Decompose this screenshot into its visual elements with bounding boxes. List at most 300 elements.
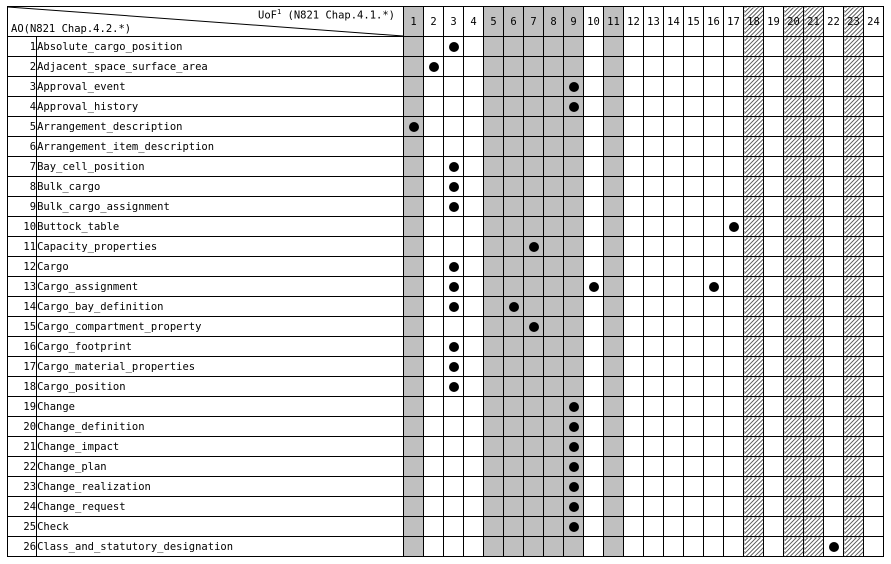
table-row xyxy=(8,357,884,377)
matrix-cell xyxy=(664,197,684,217)
row-ao-name: Cargo_assignment xyxy=(37,277,404,297)
dot-marker xyxy=(409,122,419,132)
column-header-9: 9 xyxy=(564,7,584,37)
matrix-cell xyxy=(804,537,824,557)
matrix-cell xyxy=(804,437,824,457)
matrix-cell xyxy=(664,397,684,417)
corner-header xyxy=(8,7,404,37)
matrix-cell xyxy=(724,297,744,317)
matrix-cell xyxy=(584,57,604,77)
matrix-cell xyxy=(584,217,604,237)
matrix-cell xyxy=(664,357,684,377)
matrix-cell xyxy=(664,177,684,197)
matrix-cell xyxy=(684,517,704,537)
row-ao-name: Change_plan xyxy=(37,457,404,477)
matrix-cell xyxy=(724,477,744,497)
matrix-cell xyxy=(824,357,844,377)
matrix-cell xyxy=(684,77,704,97)
matrix-cell xyxy=(504,477,524,497)
matrix-cell xyxy=(424,177,444,197)
matrix-cell xyxy=(764,57,784,77)
matrix-cell xyxy=(504,157,524,177)
matrix-cell xyxy=(864,317,884,337)
dot-marker xyxy=(449,302,459,312)
matrix-cell xyxy=(564,317,584,337)
matrix-cell xyxy=(564,237,584,257)
matrix-cell xyxy=(544,437,564,457)
matrix-cell xyxy=(704,417,724,437)
matrix-cell xyxy=(784,277,804,297)
matrix-cell xyxy=(824,477,844,497)
column-header-14: 14 xyxy=(664,7,684,37)
matrix-cell xyxy=(764,537,784,557)
matrix-cell xyxy=(784,397,804,417)
matrix-cell xyxy=(404,157,424,177)
matrix-cell xyxy=(804,377,824,397)
matrix-cell xyxy=(564,77,584,97)
matrix-cell xyxy=(464,117,484,137)
dot-marker xyxy=(569,402,579,412)
matrix-cell xyxy=(404,537,424,557)
row-ao-name: Arrangement_description xyxy=(37,117,404,137)
matrix-cell xyxy=(644,337,664,357)
matrix-cell xyxy=(684,477,704,497)
matrix-cell xyxy=(724,57,744,77)
matrix-cell xyxy=(484,37,504,57)
matrix-cell xyxy=(424,237,444,257)
matrix-cell xyxy=(584,297,604,317)
matrix-cell xyxy=(764,137,784,157)
matrix-cell xyxy=(784,337,804,357)
matrix-cell xyxy=(404,417,424,437)
matrix-cell xyxy=(604,57,624,77)
matrix-cell xyxy=(424,537,444,557)
matrix-cell xyxy=(744,397,764,417)
matrix-cell xyxy=(504,357,524,377)
matrix-cell xyxy=(844,197,864,217)
matrix-cell xyxy=(804,177,824,197)
matrix-cell xyxy=(484,77,504,97)
column-header-21: 21 xyxy=(804,7,824,37)
dot-marker xyxy=(449,262,459,272)
matrix-cell xyxy=(564,217,584,237)
matrix-cell xyxy=(864,437,884,457)
matrix-cell xyxy=(404,357,424,377)
matrix-cell xyxy=(444,357,464,377)
matrix-cell xyxy=(684,277,704,297)
matrix-cell xyxy=(644,277,664,297)
matrix-cell xyxy=(484,257,504,277)
row-number: 8 xyxy=(8,177,37,197)
matrix-cell xyxy=(524,117,544,137)
matrix-cell xyxy=(584,357,604,377)
matrix-cell xyxy=(444,517,464,537)
matrix-cell xyxy=(484,57,504,77)
matrix-cell xyxy=(524,57,544,77)
row-ao-name: Check xyxy=(37,517,404,537)
row-ao-name: Adjacent_space_surface_area xyxy=(37,57,404,77)
matrix-cell xyxy=(404,497,424,517)
matrix-cell xyxy=(644,57,664,77)
matrix-cell xyxy=(804,217,824,237)
matrix-cell xyxy=(564,397,584,417)
matrix-cell xyxy=(484,357,504,377)
matrix-cell xyxy=(764,437,784,457)
matrix-cell xyxy=(424,417,444,437)
matrix-cell xyxy=(604,437,624,457)
table-row xyxy=(8,397,884,417)
matrix-cell xyxy=(544,317,564,337)
matrix-cell xyxy=(824,57,844,77)
matrix-cell xyxy=(724,97,744,117)
matrix-cell xyxy=(584,317,604,337)
matrix-cell xyxy=(744,277,764,297)
matrix-cell xyxy=(784,137,804,157)
matrix-cell xyxy=(864,297,884,317)
matrix-cell xyxy=(544,117,564,137)
matrix-cell xyxy=(604,257,624,277)
matrix-cell xyxy=(584,77,604,97)
table-row xyxy=(8,517,884,537)
column-header-23: 23 xyxy=(844,7,864,37)
dot-marker xyxy=(569,82,579,92)
matrix-cell xyxy=(864,257,884,277)
matrix-cell xyxy=(784,497,804,517)
matrix-cell xyxy=(784,297,804,317)
matrix-cell xyxy=(844,157,864,177)
matrix-cell xyxy=(544,357,564,377)
matrix-cell xyxy=(684,297,704,317)
matrix-cell xyxy=(464,197,484,217)
matrix-cell xyxy=(644,397,664,417)
row-ao-name: Cargo_material_properties xyxy=(37,357,404,377)
matrix-cell xyxy=(724,537,744,557)
matrix-cell xyxy=(664,157,684,177)
matrix-cell xyxy=(744,537,764,557)
row-ao-name: Bay_cell_position xyxy=(37,157,404,177)
matrix-cell xyxy=(524,237,544,257)
matrix-cell xyxy=(424,217,444,237)
matrix-cell xyxy=(684,117,704,137)
matrix-cell xyxy=(744,357,764,377)
matrix-cell xyxy=(524,317,544,337)
column-header-7: 7 xyxy=(524,7,544,37)
matrix-cell xyxy=(644,357,664,377)
matrix-cell xyxy=(624,77,644,97)
matrix-cell xyxy=(544,277,564,297)
column-header-6: 6 xyxy=(504,7,524,37)
matrix-cell xyxy=(544,237,564,257)
matrix-cell xyxy=(824,77,844,97)
matrix-cell xyxy=(804,477,824,497)
matrix-cell xyxy=(764,457,784,477)
matrix-cell xyxy=(764,217,784,237)
table-row xyxy=(8,117,884,137)
uof-prefix: UoF xyxy=(258,9,277,22)
matrix-cell xyxy=(844,437,864,457)
matrix-cell xyxy=(404,177,424,197)
table-row xyxy=(8,177,884,197)
matrix-cell xyxy=(784,537,804,557)
row-number: 26 xyxy=(8,537,37,557)
dot-marker xyxy=(449,182,459,192)
matrix-cell xyxy=(684,57,704,77)
matrix-cell xyxy=(664,217,684,237)
matrix-cell xyxy=(784,117,804,137)
matrix-cell xyxy=(704,497,724,517)
matrix-cell xyxy=(424,357,444,377)
matrix-cell xyxy=(404,457,424,477)
matrix-cell xyxy=(644,77,664,97)
matrix-cell xyxy=(624,497,644,517)
matrix-cell xyxy=(664,257,684,277)
matrix-cell xyxy=(624,97,644,117)
matrix-cell xyxy=(744,237,764,257)
matrix-cell xyxy=(444,77,464,97)
matrix-cell xyxy=(784,77,804,97)
matrix-cell xyxy=(604,477,624,497)
matrix-cell xyxy=(704,37,724,57)
matrix-cell xyxy=(764,157,784,177)
matrix-cell xyxy=(624,277,644,297)
matrix-cell xyxy=(744,257,764,277)
matrix-cell xyxy=(844,57,864,77)
matrix-cell xyxy=(724,417,744,437)
matrix-cell xyxy=(544,377,564,397)
matrix-cell xyxy=(744,97,764,117)
matrix-cell xyxy=(404,217,424,237)
matrix-cell xyxy=(864,457,884,477)
matrix-cell xyxy=(424,197,444,217)
matrix-cell xyxy=(624,257,644,277)
matrix-cell xyxy=(624,437,644,457)
matrix-cell xyxy=(844,497,864,517)
matrix-cell xyxy=(764,177,784,197)
matrix-cell xyxy=(784,377,804,397)
matrix-cell xyxy=(584,197,604,217)
matrix-cell xyxy=(844,277,864,297)
matrix-cell xyxy=(724,317,744,337)
table-row xyxy=(8,237,884,257)
matrix-cell xyxy=(664,477,684,497)
matrix-cell xyxy=(584,417,604,437)
matrix-cell xyxy=(664,377,684,397)
matrix-cell xyxy=(684,377,704,397)
matrix-cell xyxy=(664,317,684,337)
matrix-cell xyxy=(564,437,584,457)
matrix-cell xyxy=(824,437,844,457)
matrix-cell xyxy=(644,437,664,457)
row-number: 23 xyxy=(8,477,37,497)
column-header-20: 20 xyxy=(784,7,804,37)
uof-label xyxy=(258,8,395,22)
matrix-cell xyxy=(684,97,704,117)
matrix-cell xyxy=(864,337,884,357)
dot-marker xyxy=(449,162,459,172)
table-row xyxy=(8,57,884,77)
matrix-cell xyxy=(824,417,844,437)
column-header-11: 11 xyxy=(604,7,624,37)
matrix-cell xyxy=(544,177,564,197)
row-ao-name: Capacity_properties xyxy=(37,237,404,257)
column-header-15: 15 xyxy=(684,7,704,37)
matrix-cell xyxy=(424,457,444,477)
matrix-cell xyxy=(604,337,624,357)
matrix-cell xyxy=(444,537,464,557)
dot-marker xyxy=(729,222,739,232)
matrix-cell xyxy=(504,417,524,437)
matrix-cell xyxy=(784,197,804,217)
matrix-cell xyxy=(804,237,824,257)
matrix-cell xyxy=(724,177,744,197)
matrix-cell xyxy=(704,237,724,257)
matrix-cell xyxy=(544,37,564,57)
matrix-cell xyxy=(404,117,424,137)
matrix-cell xyxy=(704,97,724,117)
matrix-cell xyxy=(444,257,464,277)
matrix-cell xyxy=(784,477,804,497)
row-number: 20 xyxy=(8,417,37,437)
matrix-cell xyxy=(464,77,484,97)
matrix-cell xyxy=(864,277,884,297)
matrix-cell xyxy=(824,297,844,317)
matrix-cell xyxy=(584,477,604,497)
matrix-cell xyxy=(524,217,544,237)
matrix-cell xyxy=(644,177,664,197)
matrix-cell xyxy=(424,57,444,77)
matrix-cell xyxy=(564,297,584,317)
matrix-cell xyxy=(584,37,604,57)
matrix-cell xyxy=(864,497,884,517)
matrix-cell xyxy=(404,517,424,537)
matrix-cell xyxy=(544,457,564,477)
row-number: 21 xyxy=(8,437,37,457)
matrix-cell xyxy=(404,377,424,397)
column-header-4: 4 xyxy=(464,7,484,37)
matrix-cell xyxy=(504,377,524,397)
matrix-cell xyxy=(844,357,864,377)
matrix-cell xyxy=(684,157,704,177)
matrix-cell xyxy=(444,217,464,237)
matrix-cell xyxy=(484,157,504,177)
matrix-cell xyxy=(524,437,544,457)
matrix-cell xyxy=(724,397,744,417)
matrix-cell xyxy=(524,77,544,97)
matrix-cell xyxy=(544,417,564,437)
dot-marker xyxy=(449,282,459,292)
matrix-cell xyxy=(504,117,524,137)
matrix-cell xyxy=(804,337,824,357)
matrix-cell xyxy=(604,177,624,197)
matrix-cell xyxy=(744,217,764,237)
matrix-cell xyxy=(464,337,484,357)
column-header-5: 5 xyxy=(484,7,504,37)
matrix-cell xyxy=(424,157,444,177)
row-number: 2 xyxy=(8,57,37,77)
matrix-cell xyxy=(584,137,604,157)
matrix-cell xyxy=(744,177,764,197)
matrix-cell xyxy=(464,257,484,277)
column-header-24: 24 xyxy=(864,7,884,37)
row-ao-name: Buttock_table xyxy=(37,217,404,237)
column-header-1: 1 xyxy=(404,7,424,37)
matrix-cell xyxy=(764,337,784,357)
matrix-cell xyxy=(824,97,844,117)
matrix-cell xyxy=(464,217,484,237)
matrix-cell xyxy=(624,57,644,77)
matrix-cell xyxy=(664,57,684,77)
matrix-cell xyxy=(584,117,604,137)
matrix-cell xyxy=(784,417,804,437)
dot-marker xyxy=(589,282,599,292)
matrix-cell xyxy=(564,357,584,377)
matrix-cell xyxy=(744,417,764,437)
matrix-cell xyxy=(744,117,764,137)
row-ao-name: Arrangement_item_description xyxy=(37,137,404,157)
matrix-cell xyxy=(444,317,464,337)
matrix-cell xyxy=(744,157,764,177)
matrix-cell xyxy=(444,197,464,217)
matrix-cell xyxy=(504,437,524,457)
matrix-cell xyxy=(824,337,844,357)
matrix-cell xyxy=(624,457,644,477)
matrix-cell xyxy=(804,397,824,417)
table-row xyxy=(8,337,884,357)
matrix-cell xyxy=(824,237,844,257)
matrix-cell xyxy=(424,337,444,357)
matrix-cell xyxy=(864,237,884,257)
matrix-cell xyxy=(744,297,764,317)
matrix-cell xyxy=(604,157,624,177)
matrix-cell xyxy=(684,537,704,557)
matrix-cell xyxy=(804,37,824,57)
matrix-cell xyxy=(444,337,464,357)
matrix-cell xyxy=(464,377,484,397)
matrix-cell xyxy=(824,517,844,537)
matrix-cell xyxy=(764,237,784,257)
matrix-cell xyxy=(684,437,704,457)
row-ao-name: Absolute_cargo_position xyxy=(37,37,404,57)
matrix-cell xyxy=(784,157,804,177)
matrix-cell xyxy=(504,317,524,337)
matrix-cell xyxy=(584,237,604,257)
matrix-cell xyxy=(484,337,504,357)
matrix-cell xyxy=(604,397,624,417)
matrix-cell xyxy=(444,277,464,297)
table-row xyxy=(8,537,884,557)
matrix-cell xyxy=(684,257,704,277)
matrix-cell xyxy=(464,97,484,117)
matrix-cell xyxy=(644,477,664,497)
matrix-cell xyxy=(424,497,444,517)
matrix-cell xyxy=(584,457,604,477)
dot-marker xyxy=(709,282,719,292)
matrix-cell xyxy=(804,157,824,177)
matrix-cell xyxy=(584,177,604,197)
matrix-cell xyxy=(704,317,724,337)
row-ao-name: Change xyxy=(37,397,404,417)
matrix-cell xyxy=(644,157,664,177)
table-row xyxy=(8,77,884,97)
matrix-cell xyxy=(704,197,724,217)
matrix-cell xyxy=(404,337,424,357)
row-ao-name: Change_impact xyxy=(37,437,404,457)
matrix-cell xyxy=(444,377,464,397)
matrix-cell xyxy=(824,497,844,517)
matrix-cell xyxy=(484,497,504,517)
matrix-cell xyxy=(864,517,884,537)
matrix-cell xyxy=(544,137,564,157)
